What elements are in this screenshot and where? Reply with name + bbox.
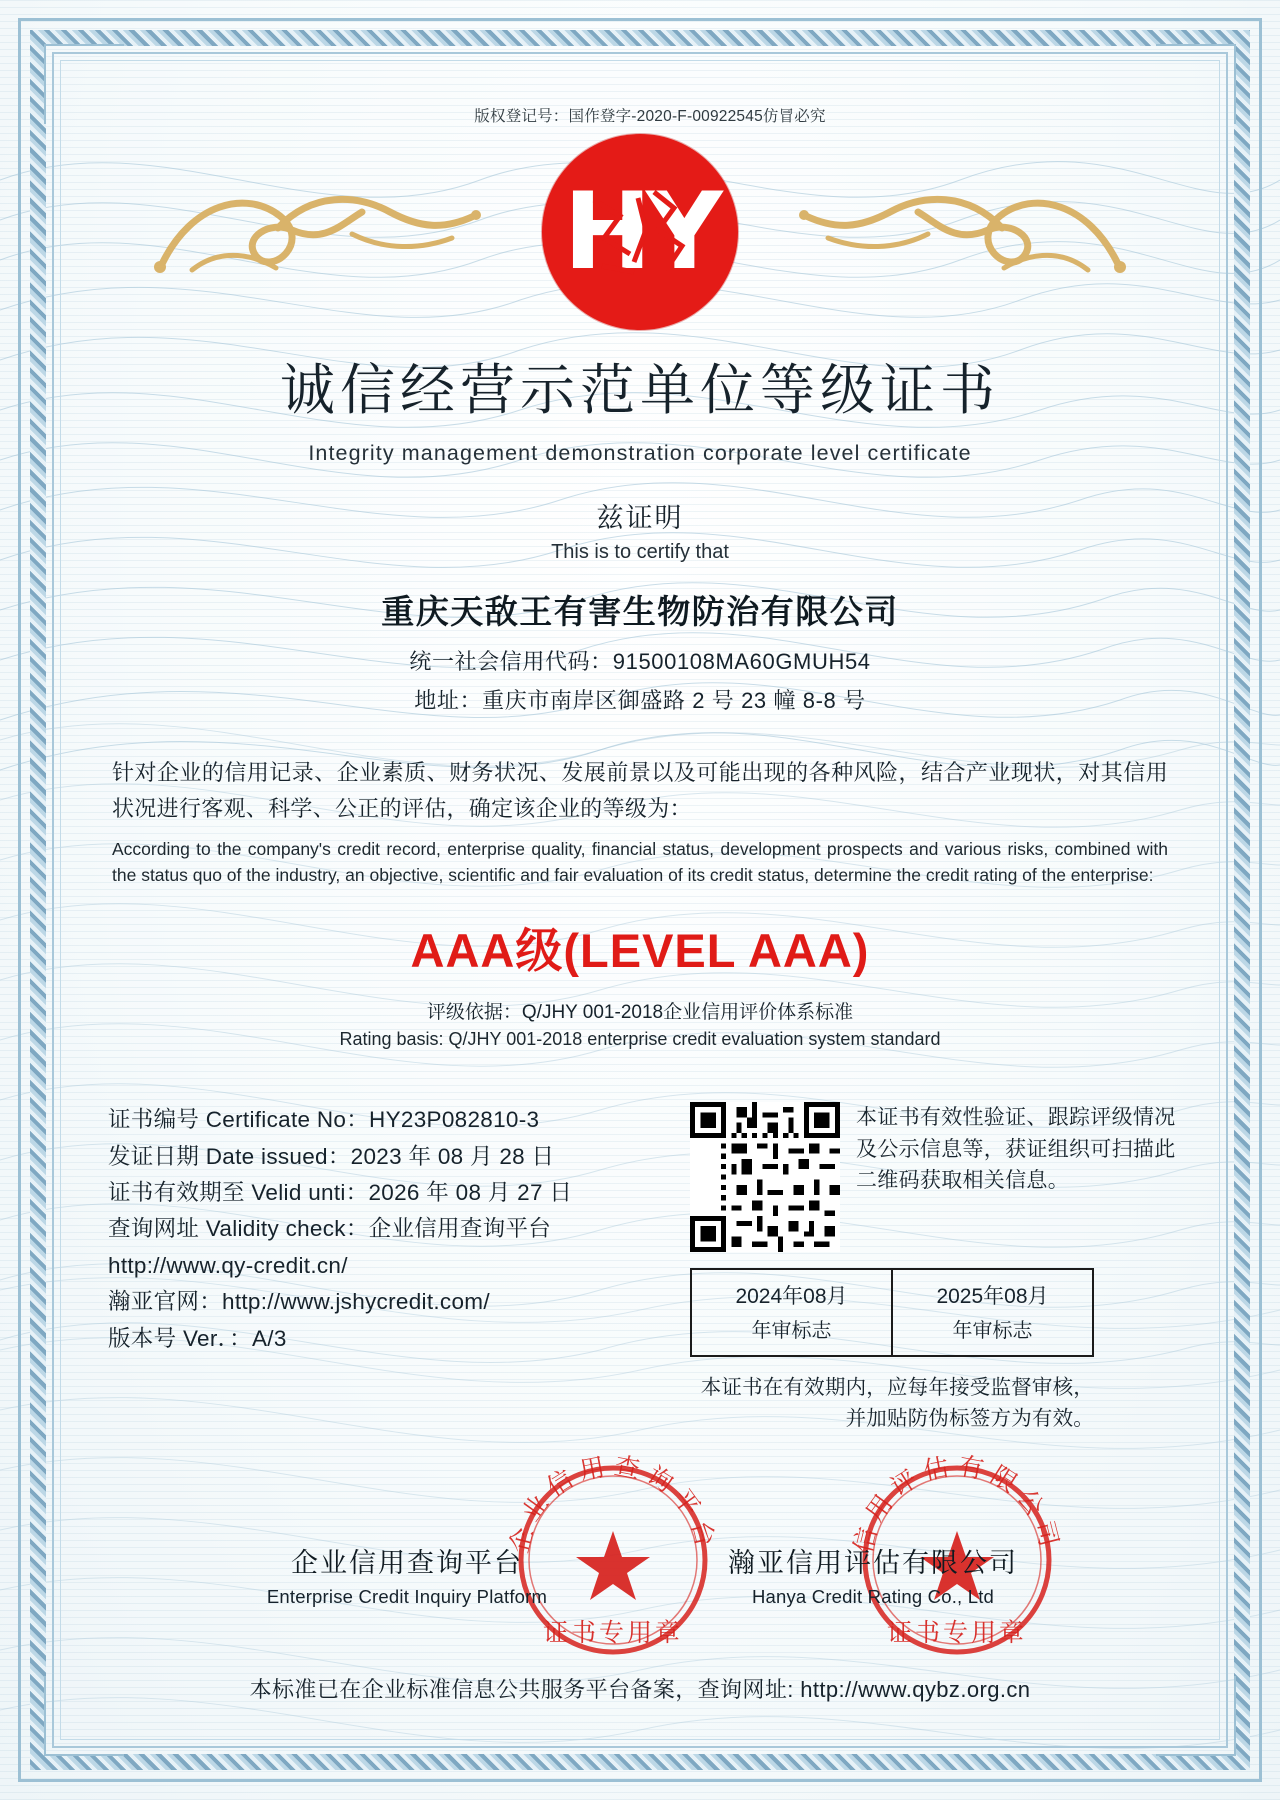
annual-audit-note: 本证书在有效期内，应每年接受监督审核，并加贴防伪标签方为有效。 bbox=[700, 1376, 1094, 1430]
seals-row bbox=[78, 1445, 1202, 1675]
evaluation-statement-cn: 针对企业的信用记录、企业素质、财务状况、发展前景以及可能出现的各种风险，结合产业现状，对其信用状况进行客观、科学、公正的评估，确定该企业的等级为： bbox=[112, 760, 1168, 822]
qr-instruction-text: 本证书有效性验证、跟踪评级情况及公示信息等，获证组织可扫描此二维码获取相关信息。 bbox=[856, 1106, 1176, 1193]
certify-label-en: This is to certify that bbox=[551, 541, 729, 563]
rating-basis-cn: 评级依据：Q/JHY 001-2018企业信用评价体系标准 bbox=[426, 1002, 854, 1024]
seal-hanya-credit-rating bbox=[842, 1445, 1072, 1675]
seal-ring-text: 企业信用查询平台 bbox=[504, 1450, 722, 1556]
annual-stamp-label: 年审标志 bbox=[952, 1320, 1033, 1343]
certify-label-cn: 兹证明 bbox=[596, 503, 684, 533]
annual-stamp-box bbox=[690, 1268, 893, 1357]
evaluation-statement bbox=[78, 755, 1202, 888]
detail-validity-url[interactable]: http://www.qy-credit.cn/ bbox=[108, 1252, 348, 1278]
flourish-ornament-right bbox=[798, 172, 1128, 292]
qr-code[interactable] bbox=[690, 1102, 840, 1252]
seal-bottom-text: 证书专用章 bbox=[542, 1617, 684, 1647]
company-name: 重庆天敌王有害生物防治有限公司 bbox=[381, 593, 899, 630]
credit-level-value: AAA级(LEVEL AAA) bbox=[410, 924, 870, 978]
organization-emblem bbox=[542, 134, 738, 330]
footer-filing-note: 本标准已在企业标准信息公共服务平台备案，查询网址: http://www.qybz.org.cn bbox=[249, 1677, 1031, 1702]
issuing-org-1-name-cn: 企业信用查询平台 bbox=[291, 1547, 523, 1578]
detail-date-issued: 发证日期 Date issued：2023 年 08 月 28 日 bbox=[108, 1143, 555, 1169]
detail-validity-check: 查询网址 Validity check：企业信用查询平台 bbox=[108, 1216, 552, 1242]
detail-version: 版本号 Ver．：A/3 bbox=[108, 1325, 287, 1351]
certificate-details-list bbox=[92, 1102, 668, 1357]
qr-and-annual-stamps bbox=[668, 1102, 1188, 1435]
seal-enterprise-credit-inquiry-platform bbox=[498, 1445, 728, 1675]
flourish-ornament-left bbox=[152, 172, 482, 292]
qr-row bbox=[690, 1102, 1188, 1252]
details-and-qr-row bbox=[78, 1102, 1202, 1435]
rating-basis-en: Rating basis: Q/JHY 001-2018 enterprise credit evaluation system standard bbox=[339, 1029, 941, 1050]
evaluation-statement-en: According to the company's credit record, enterprise quality, financial status, development prospects and various risks, combined with the status quo of the industry, an objective, scientific and fair evaluation of its credit status, determine the credit rating of the enterprise: bbox=[112, 838, 1168, 885]
issuing-org-2-name-cn: 瀚亚信用评估有限公司 bbox=[728, 1547, 1018, 1578]
annual-audit-stamp-boxes bbox=[690, 1268, 1094, 1357]
annual-stamp-label: 年审标志 bbox=[751, 1320, 832, 1343]
certificate-title-en: Integrity management demonstration corporate level certificate bbox=[308, 441, 972, 465]
annual-stamp-box bbox=[893, 1268, 1094, 1357]
emblem-mark-text: HY bbox=[563, 170, 717, 293]
certificate-content bbox=[78, 74, 1202, 1726]
certificate-title-cn: 诚信经营示范单位等级证书 bbox=[279, 358, 1000, 422]
issuing-org-2-name-en: Hanya Credit Rating Co., Ltd bbox=[751, 1585, 995, 1607]
detail-official-site[interactable]: 瀚亚官网：http://www.jshycredit.com/ bbox=[108, 1289, 490, 1315]
issuing-org-1-name-en: Enterprise Credit Inquiry Platform bbox=[266, 1585, 548, 1607]
seal-bottom-text: 证书专用章 bbox=[886, 1617, 1028, 1647]
seal-ring-text: 信用评估有限公司 bbox=[848, 1450, 1066, 1556]
detail-valid-until: 证书有效期至 Velid unti：2026 年 08 月 27 日 bbox=[108, 1179, 573, 1205]
emblem-crack-overlay bbox=[542, 134, 738, 330]
emblem-row bbox=[78, 130, 1202, 338]
company-credit-code: 统一社会信用代码：91500108MA60GMUH54 bbox=[409, 649, 871, 674]
detail-certificate-no: 证书编号 Certificate No：HY23P082810-3 bbox=[108, 1107, 540, 1133]
company-address: 地址：重庆市南岸区御盛路 2 号 23 幢 8-8 号 bbox=[414, 688, 866, 713]
copyright-registration-text: 版权登记号：国作登字-2020-F-00922545仿冒必究 bbox=[474, 108, 826, 125]
annual-stamp-year: 2024年08月 bbox=[735, 1285, 848, 1309]
annual-stamp-year: 2025年08月 bbox=[936, 1285, 1049, 1309]
